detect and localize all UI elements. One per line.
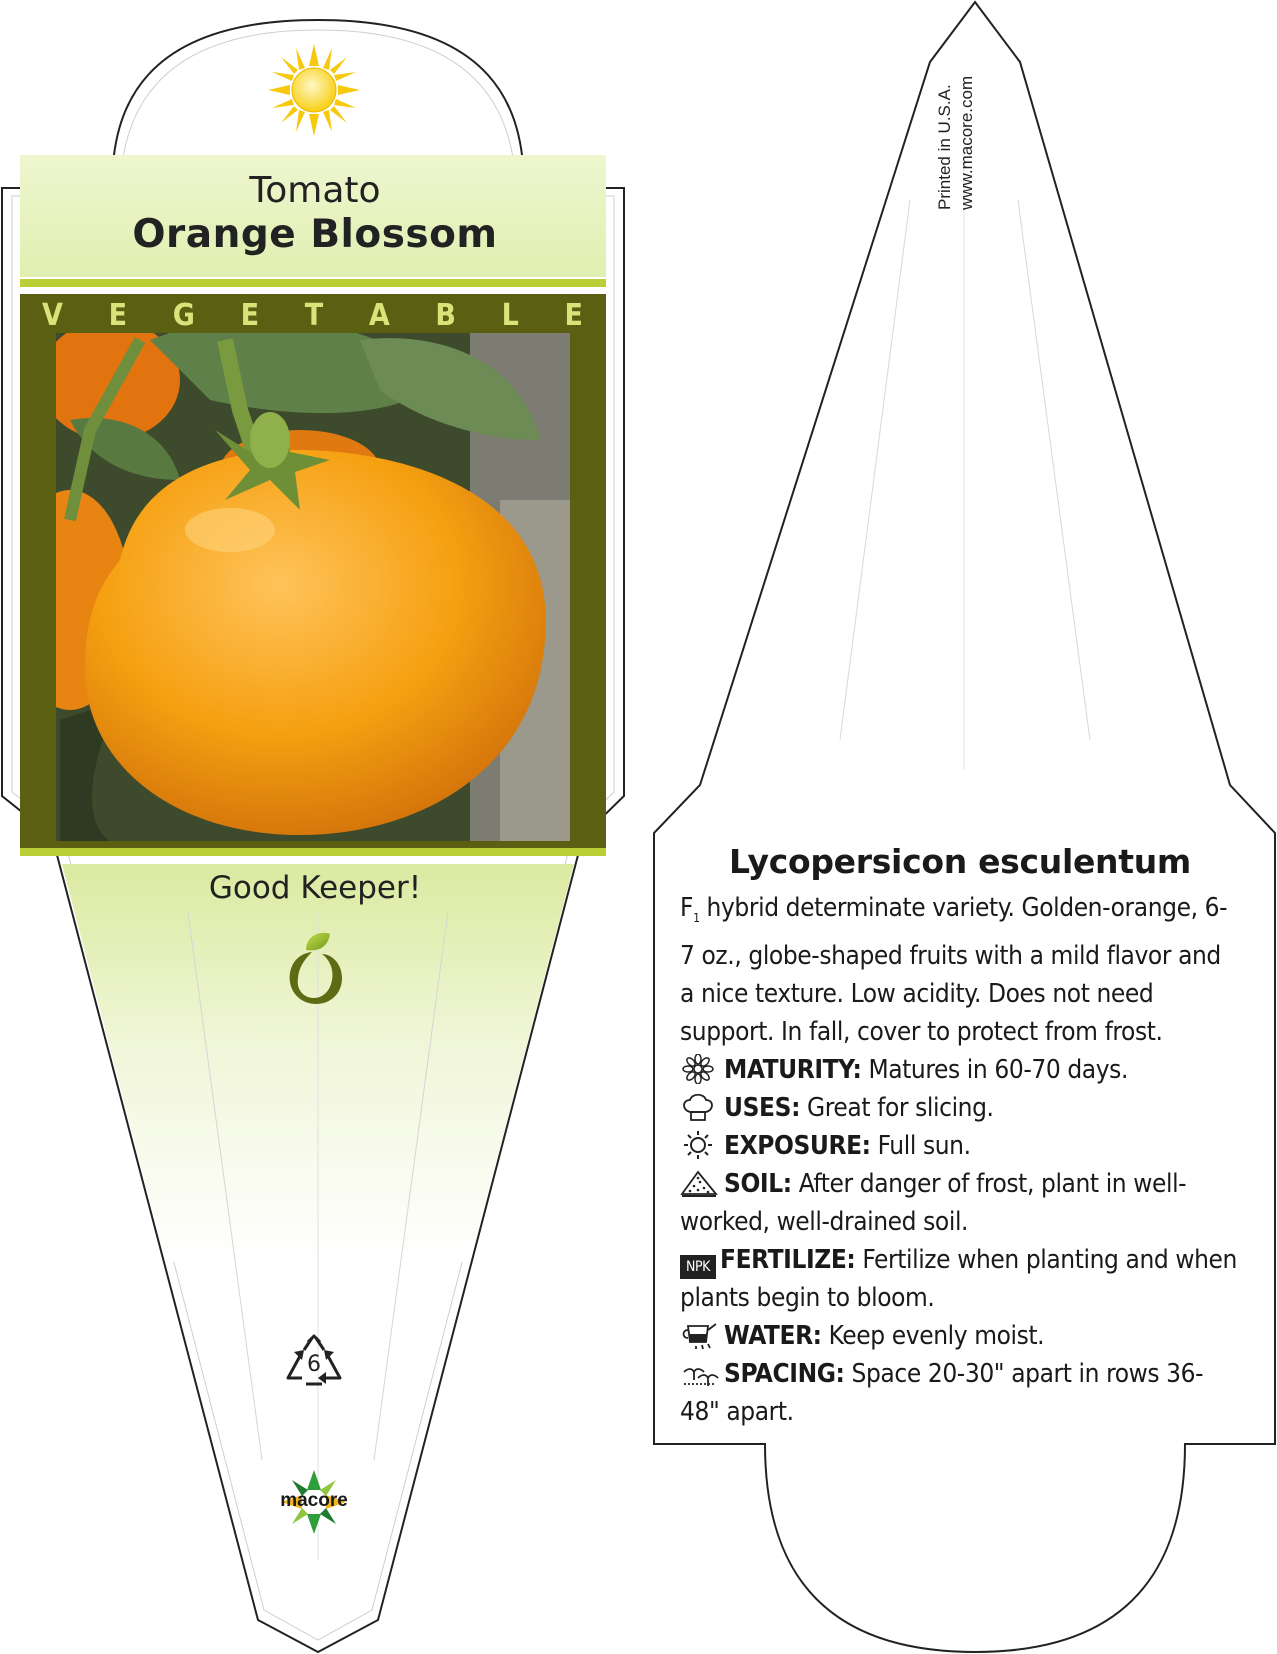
description-text: hybrid determinate variety. Golden-orange, 6-7 oz., globe-shaped fruits with a mild flavor and a nice texture. Low acidity. Does not need support. In fall, cover to protect from frost. (680, 893, 1228, 1048)
brand-name: macore (280, 1490, 348, 1511)
category-letter: G (172, 297, 195, 333)
attr-value: Great for slicing. (800, 1093, 994, 1124)
sun-icon (680, 1130, 720, 1160)
npk-icon: NPK (680, 1255, 716, 1279)
back-text-block (680, 842, 1240, 1431)
spacing-icon (680, 1358, 720, 1388)
species-name: Lycopersicon esculentum (729, 842, 1191, 881)
flower-icon (680, 1054, 720, 1084)
attr-label: FERTILIZE: (720, 1245, 856, 1276)
attr-value: Space 20-30" apart in rows 36-48" apart. (680, 1359, 1204, 1428)
watering-can-icon (680, 1320, 720, 1350)
printed-country: Printed in U.S.A. (935, 84, 954, 210)
variety-name: Orange Blossom (132, 212, 498, 257)
attr-fertilize (680, 1241, 1240, 1317)
attr-value: Full sun. (870, 1131, 971, 1162)
soil-icon (680, 1168, 720, 1198)
attr-label: WATER: (724, 1321, 822, 1352)
attr-label: EXPOSURE: (724, 1131, 871, 1162)
tagline: Good Keeper! (208, 870, 422, 906)
attr-soil (680, 1165, 1240, 1241)
category-letter: A (368, 297, 390, 333)
category-letter: B (435, 297, 456, 333)
chef-hat-icon (680, 1092, 720, 1122)
tomato-photo (10, 319, 570, 841)
attr-water (680, 1317, 1240, 1355)
attr-value: After danger of frost, plant in well-worked, well-drained soil. (680, 1169, 1187, 1238)
seedling-icon (286, 930, 346, 1006)
attr-value: Fertilize when planting and when plants begin to bloom. (680, 1245, 1237, 1314)
attr-label: SOIL: (724, 1169, 792, 1200)
description (680, 889, 1240, 1051)
common-name: Tomato (249, 170, 381, 211)
attr-uses (680, 1089, 1240, 1127)
recycle-code: 6 (307, 1352, 321, 1377)
recycle-icon (284, 1334, 344, 1390)
attr-label: USES: (724, 1093, 801, 1124)
category-letter: L (501, 297, 519, 333)
attr-label: MATURITY: (724, 1055, 862, 1086)
attr-value: Keep evenly moist. (821, 1321, 1045, 1352)
printed-info (934, 76, 978, 210)
attr-exposure (680, 1127, 1240, 1165)
category-letter: E (564, 297, 583, 333)
brand-logo (268, 1468, 360, 1538)
category-letter: T (304, 297, 324, 333)
printed-url: www.macore.com (957, 75, 976, 210)
attr-value: Matures in 60-70 days. (861, 1055, 1128, 1086)
category-letter: E (108, 297, 128, 333)
attr-spacing (680, 1355, 1240, 1431)
attr-label: SPACING: (724, 1359, 845, 1390)
category-letter: V (42, 297, 63, 333)
attr-maturity (680, 1051, 1240, 1089)
category-letter: E (240, 297, 260, 333)
hybrid-f: F (680, 893, 694, 923)
hybrid-sub: 1 (693, 911, 700, 926)
sun-icon (268, 44, 360, 136)
category-banner (20, 295, 605, 335)
